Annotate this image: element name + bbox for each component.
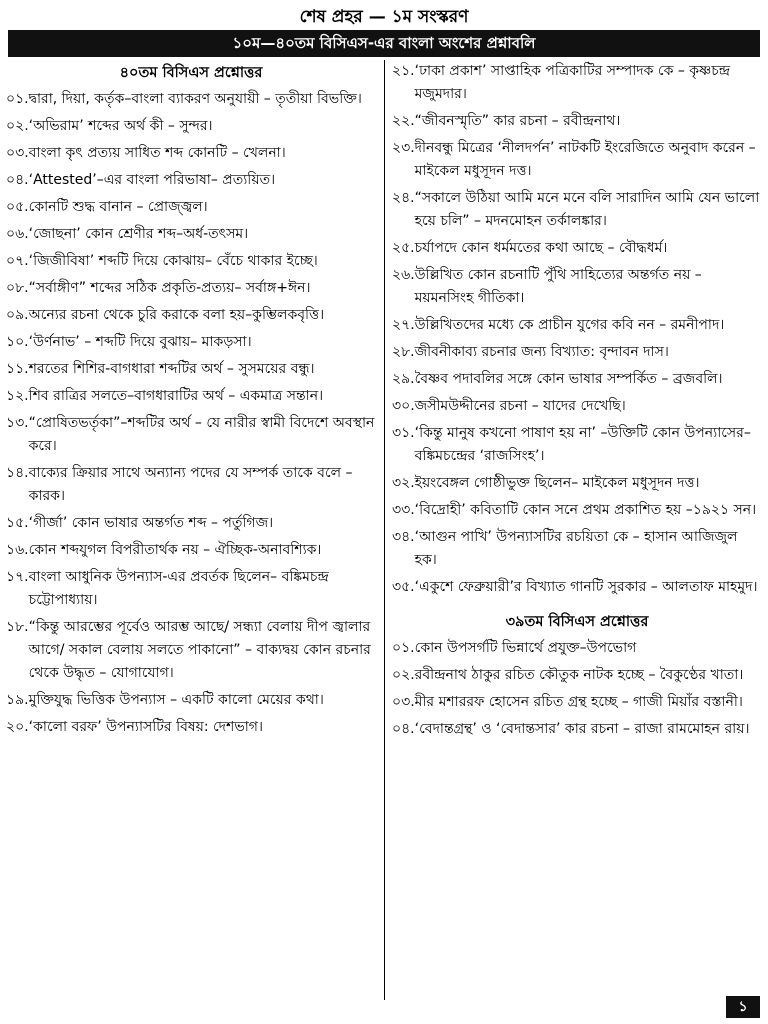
question-text: কোনটি শুদ্ধ বানান – প্রোজ্জ্বল। xyxy=(28,199,208,215)
question-text: ‘বিদ্রোহী’ কবিতাটি কোন সনে প্রথম প্রকাশিত হয় –১৯২১ সন। xyxy=(414,502,757,518)
question-number: ০৪. xyxy=(6,172,29,188)
question-list-right xyxy=(392,60,762,599)
section-banner: ১০ম—৪০তম বিসিএস-এর বাংলা অংশের প্রশ্নাবলি xyxy=(8,30,760,57)
question-number: ০৭. xyxy=(6,253,29,269)
question-item xyxy=(392,264,762,310)
question-item xyxy=(6,689,376,712)
question-number: ২৩. xyxy=(392,140,415,156)
left-column xyxy=(6,60,376,743)
question-item xyxy=(392,341,762,364)
question-number: ০৪. xyxy=(392,721,415,737)
page-number: ১ xyxy=(726,996,760,1018)
question-number: ৩৪. xyxy=(392,529,415,545)
question-item xyxy=(6,88,376,111)
question-text: ‘কিন্তু মানুষ কখনো পাষাণ হয় না’ –উক্তিটি কোন উপন্যাসের–বঙ্কিমচন্দ্রের ‘রাজসিংহ’। xyxy=(414,425,751,464)
column-divider xyxy=(384,60,385,1000)
question-item xyxy=(392,472,762,495)
question-text: কোন শব্দযুগল বিপরীতার্থক নয় – ঐচ্ছিক-অনাবশ্যিক। xyxy=(28,542,322,558)
question-text: দ্বারা, দিয়া, কর্তৃক–বাংলা ব্যাকরণ অনুযায়ী – তৃতীয়া বিভক্তি। xyxy=(28,91,362,107)
question-number: ২২. xyxy=(392,113,415,129)
question-item xyxy=(392,314,762,337)
question-text: শিব রাত্রির সলতে–বাগধারাটির অর্থ – একমাত্র সন্তান। xyxy=(28,388,324,404)
question-item xyxy=(392,368,762,391)
question-text: জসীমউদ্দীনের রচনা – যাদের দেখেছি। xyxy=(414,398,626,414)
question-text: ‘গীর্জা’ কোন ভাষার অন্তর্গত শব্দ – পর্তুগিজ। xyxy=(28,515,274,531)
question-text: ‘অভিরাম’ শব্দের অর্থ কী – সুন্দর। xyxy=(28,118,213,134)
question-number: ০৮. xyxy=(6,280,29,296)
question-item xyxy=(6,196,376,219)
question-number: ৩১. xyxy=(392,425,415,441)
book-title: শেষ প্রহর — ১ম সংস্করণ xyxy=(299,7,469,27)
question-number: ০২. xyxy=(392,667,415,683)
question-text: ‘জোছনা’ কোন শ্রেণীর শব্দ–অর্ধ-তৎসম। xyxy=(28,226,249,242)
section-heading-39: ৩৯তম বিসিএস প্রশ্নোত্তর xyxy=(505,614,649,630)
question-text: বাক্যের ক্রিয়ার সাথে অন্যান্য পদের যে সম্পর্ক তাকে বলে – কারক। xyxy=(28,465,353,504)
question-text: কোন উপসর্গটি ভিন্নার্থে প্রযুক্ত–উপভোগ xyxy=(414,640,637,656)
question-item xyxy=(392,576,762,599)
question-number: ০১. xyxy=(6,91,29,107)
question-number: ২১. xyxy=(392,63,415,79)
question-text: ‘উর্ণনাভ’ – শব্দটি দিয়ে বুঝায়– মাকড়সা। xyxy=(28,334,252,350)
question-text: ‘কালো বরফ’ উপন্যাসটির বিষয়: দেশভাগ। xyxy=(28,719,263,735)
question-number: ২০. xyxy=(6,719,29,735)
question-text: দীনবন্ধু মিত্রের ‘নীলদর্পন’ নাটকটি ইংরেজিতে অনুবাদ করেন – মাইকেল মধুসূদন দত্ত। xyxy=(414,140,756,179)
question-text: ‘বেদান্তগ্রন্থ’ ও ‘বেদান্তসার’ কার রচনা – রাজা রামমোহন রায়। xyxy=(414,721,750,737)
question-text: জীবনীকাব্য রচনার জন্য বিখ্যাত: বৃন্দাবন দাস। xyxy=(414,344,669,360)
question-item xyxy=(392,422,762,468)
question-text: ‘একুশে ফেব্রুয়ারী’র বিখ্যাত গানটি সুরকার – আলতাফ মাহমুদ। xyxy=(414,579,758,595)
question-item xyxy=(392,395,762,418)
question-number: ১৩. xyxy=(6,415,29,431)
question-number: ১৮. xyxy=(6,619,29,635)
question-item xyxy=(392,137,762,183)
question-number: ১০. xyxy=(6,334,29,350)
question-text: উল্লিখিত কোন রচনাটি পুঁথি সাহিত্যের অন্তর্গত নয় – ময়মনসিংহ গীতিকা। xyxy=(414,267,702,306)
question-text: “প্রোষিতভর্তৃকা”–শব্দটির অর্থ – যে নারীর স্বামী বিদেশে অবস্থান করে। xyxy=(28,415,375,454)
question-item xyxy=(6,223,376,246)
question-item xyxy=(6,169,376,192)
right-column xyxy=(392,60,762,745)
question-text: ইয়ংবেঙ্গল গোষ্ঠীভুক্ত ছিলেন– মাইকেল মধুসূদন দত্ত। xyxy=(414,475,700,491)
question-item xyxy=(6,462,376,508)
question-item xyxy=(6,250,376,273)
question-item xyxy=(6,142,376,165)
question-number: ০৫. xyxy=(6,199,29,215)
question-list-39 xyxy=(392,637,762,741)
question-number: ১৭. xyxy=(6,569,29,585)
question-number: ৩২. xyxy=(392,475,415,491)
question-item xyxy=(6,115,376,138)
question-item xyxy=(6,539,376,562)
question-text: ‘জিজীবিষা’ শব্দটি দিয়ে কোঝায়– বেঁচে থাকার ইচ্ছে। xyxy=(28,253,318,269)
question-text: “কিন্তু আরম্ভের পূর্বেও আরম্ভ আছে/ সন্ধ্যা বেলায় দীপ জ্বালার আগে/ সকাল বেলায় সলতে পাকানো” – বাক্যদ্বয় কোন রচনার থেকে উদ্ধৃত – যোগাযোগ। xyxy=(28,619,371,681)
question-text: মীর মশাররফ হোসেন রচিত গ্রন্থ হচ্ছে – গাজী মিয়াঁর বস্তানী। xyxy=(414,694,743,710)
question-number: ৩০. xyxy=(392,398,415,414)
question-number: ১৯. xyxy=(6,692,29,708)
question-number: ০১. xyxy=(392,640,415,656)
question-text: অন্যের রচনা থেকে চুরি করাকে বলা হয়–কুম্ভিলকবৃত্তি। xyxy=(28,307,325,323)
question-item xyxy=(392,499,762,522)
question-number: ২৪. xyxy=(392,190,415,206)
question-item xyxy=(392,187,762,233)
question-number: ৩৩. xyxy=(392,502,415,518)
question-number: ১২. xyxy=(6,388,29,404)
question-number: ২৫. xyxy=(392,240,415,256)
question-text: “জীবনস্মৃতি” কার রচনা – রবীন্দ্রনাথ। xyxy=(414,113,621,129)
question-item xyxy=(6,385,376,408)
question-text: বাংলা কৃৎ প্রত্যয় সাধিত শব্দ কোনটি – খেলনা। xyxy=(28,145,286,161)
question-text: বাংলা আধুনিক উপন্যাস-এর প্রবর্তক ছিলেন– বঙ্কিমচন্দ্র চট্টোপাধ্যায়। xyxy=(28,569,329,608)
question-number: ২৭. xyxy=(392,317,415,333)
question-text: ‘ঢাকা প্রকাশ’ সাপ্তাহিক পত্রিকাটির সম্পাদক কে – কৃষ্ণচন্দ্র মজুমদার। xyxy=(414,63,731,102)
question-text: রবীন্দ্রনাথ ঠাকুর রচিত কৌতুক নাটক হচ্ছে – বৈকুণ্ঠের খাতা। xyxy=(414,667,744,683)
question-item xyxy=(6,566,376,612)
question-item xyxy=(392,691,762,714)
question-item xyxy=(6,512,376,535)
question-text: শরতের শিশির-বাগধারা শব্দটির অর্থ – সুসময়ের বন্ধু। xyxy=(28,361,315,377)
question-text: ‘আগুন পাখি’ উপন্যাসটির রচয়িতা কে – হাসান আজিজুল হক। xyxy=(414,529,738,568)
question-item xyxy=(392,60,762,106)
question-number: ২৯. xyxy=(392,371,415,387)
question-number: ০২. xyxy=(6,118,29,134)
question-text: “সকালে উঠিয়া আমি মনে মনে বলি সারাদিন আমি যেন ভালো হয়ে চলি” – মদনমোহন তর্কালঙ্কার। xyxy=(414,190,760,229)
question-number: ১৪. xyxy=(6,465,29,481)
question-text: মুক্তিযুদ্ধ ভিত্তিক উপন্যাস – একটি কালো মেয়ের কথা। xyxy=(28,692,324,708)
question-item xyxy=(6,331,376,354)
question-item xyxy=(6,716,376,739)
question-list-left xyxy=(6,88,376,739)
question-item xyxy=(392,664,762,687)
question-number: ১১. xyxy=(6,361,29,377)
question-item xyxy=(392,237,762,260)
question-number: ১৬. xyxy=(6,542,29,558)
section-heading-40: ৪০তম বিসিএস প্রশ্নোত্তর xyxy=(119,65,263,81)
question-number: ০৯. xyxy=(6,307,29,323)
question-item xyxy=(392,637,762,660)
question-item xyxy=(392,526,762,572)
question-text: “সর্বাঙ্গীণ” শব্দের সঠিক প্রকৃতি-প্রত্যয়– সর্বাঙ্গ+ঈন। xyxy=(28,280,311,296)
question-item xyxy=(392,718,762,741)
question-number: ০৩. xyxy=(392,694,415,710)
question-number: ২৮. xyxy=(392,344,415,360)
question-number: ১৫. xyxy=(6,515,29,531)
question-text: চর্যাপদে কোন ধর্মমতের কথা আছে – বৌদ্ধধর্ম। xyxy=(414,240,668,256)
question-text: উল্লিখিতদের মধ্যে কে প্রাচীন যুগের কবি নন – রমনীপাদ। xyxy=(414,317,725,333)
question-number: ০৬. xyxy=(6,226,29,242)
question-text: বৈষ্ণব পদাবলির সঙ্গে কোন ভাষার সম্পর্কিত – ব্রজবলি। xyxy=(414,371,723,387)
question-item xyxy=(6,304,376,327)
question-number: ২৬. xyxy=(392,267,415,283)
question-item xyxy=(6,616,376,685)
question-text: ‘Attested’–এর বাংলা পরিভাষা– প্রত্যয়িত। xyxy=(28,172,276,188)
question-number: ০৩. xyxy=(6,145,29,161)
question-item xyxy=(392,110,762,133)
question-number: ৩৫. xyxy=(392,579,415,595)
question-item xyxy=(6,358,376,381)
question-item xyxy=(6,277,376,300)
question-item xyxy=(6,412,376,458)
